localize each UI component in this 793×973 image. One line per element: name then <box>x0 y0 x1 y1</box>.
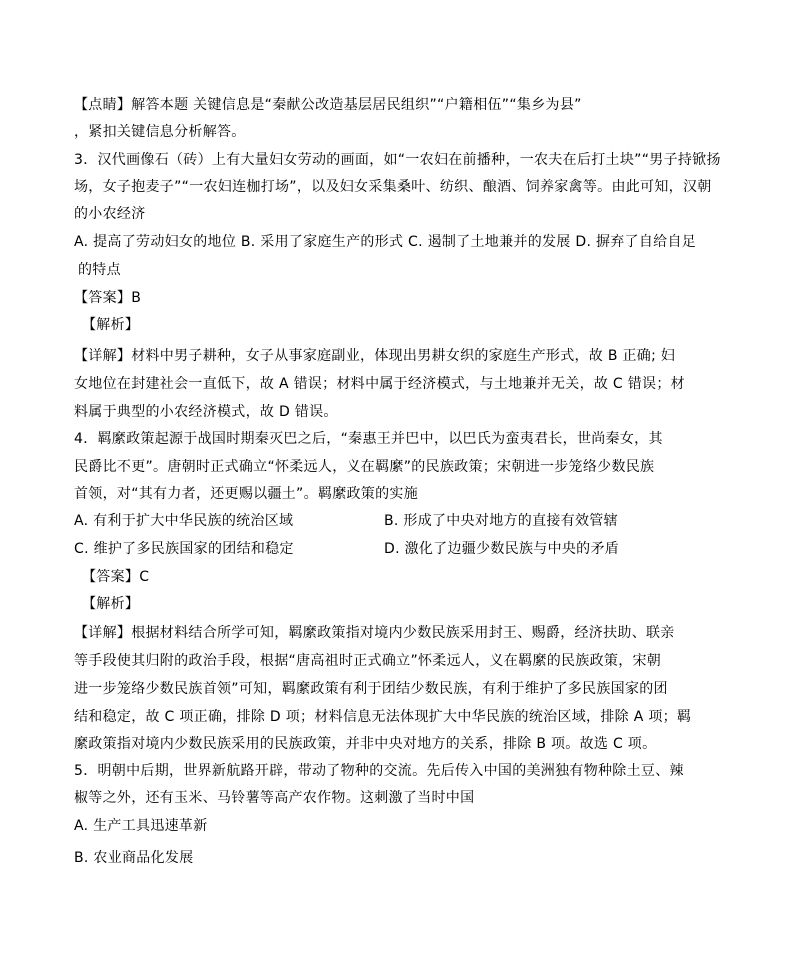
question-5-stem-2: 椒等之外，还有玉米、马铃薯等高产农作物。这刺激了当时中国 <box>74 790 475 806</box>
tip-line-1: 【点睛】解答本题 关键信息是“秦献公改造基层居民组织”“户籍相伍”“集乡为县” <box>74 97 582 113</box>
detail-3-line-3: 料属于典型的小农经济模式，故 D 错误。 <box>74 404 338 420</box>
question-3-options: A. 提高了劳动妇女的地位 B. 采用了家庭生产的形式 C. 遏制了土地兼并的发展 D. 摒弃了自给自足 <box>74 234 697 250</box>
question-3-stem-2: 场，女子抱麦子”“一农妇连枷打场”，以及妇女采集桑叶、纺织、酿酒、饲养家禽等。由此可知，汉朝 <box>74 179 712 195</box>
question-4-stem-3: 首领，对“其有力者，还更赐以疆土”。羁縻政策的实施 <box>74 486 419 502</box>
question-3-stem-1: 3．汉代画像石（砖）上有大量妇女劳动的画面，如“一农妇在前播种，一农夫在后打土块”“男子持锨扬 <box>74 152 721 168</box>
detail-4-line-1: 【详解】根据材料结合所学可知，羁縻政策指对境内少数民族采用封王、赐爵，经济扶助、联亲 <box>74 625 675 641</box>
question-4-option-c: C. 维护了多民族国家的团结和稳定 <box>74 541 294 557</box>
detail-4-line-2: 等手段使其归附的政治手段，根据“唐高祖时正式确立”怀柔远人，义在羁縻的民族政策，宋朝 <box>74 653 662 669</box>
question-3-options-wrap: 的特点 <box>78 262 121 278</box>
question-5-stem-1: 5．明朝中后期，世界新航路开辟，带动了物种的交流。先后传入中国的美洲独有物种除土豆、辣 <box>74 763 684 779</box>
detail-3-line-1: 【详解】材料中男子耕种，女子从事家庭副业，体现出男耕女织的家庭生产形式，故 B 正确; 妇 <box>74 348 676 364</box>
question-3-stem-3: 的小农经济 <box>74 206 146 222</box>
answer-label-3: 【答案】B <box>74 290 142 306</box>
detail-4-line-4: 结和稳定，故 C 项正确，排除 D 项；材料信息无法体现扩大中华民族的统治区域，排除 A 项；羁 <box>74 709 692 725</box>
detail-4-line-5: 縻政策指对境内少数民族采用的民族政策，并非中央对地方的关系，排除 B 项。故选 C 项。 <box>74 736 657 752</box>
question-4-stem-2: 民爵比不更”。唐朝时正式确立“怀柔远人，义在羁縻”的民族政策；宋朝进一步笼络少数民族 <box>74 459 655 475</box>
question-4-option-a: A. 有利于扩大中华民族的统治区域 <box>74 513 294 529</box>
detail-3-line-2: 女地位在封建社会一直低下，故 A 错误；材料中属于经济模式，与土地兼并无关，故 C 错误；材 <box>74 376 685 392</box>
question-5-option-b: B. 农业商品化发展 <box>74 850 194 866</box>
tip-line-2: ，紧扣关键信息分析解答。 <box>74 124 246 140</box>
question-4-option-d: D. 激化了边疆少数民族与中央的矛盾 <box>384 541 620 557</box>
question-4-stem-1: 4．羁縻政策起源于战国时期秦灭巴之后，“秦惠王并巴中，以巴氏为蛮夷君长，世尚秦女，其 <box>74 431 663 447</box>
answer-label-4: 【答案】C <box>82 569 150 585</box>
detail-4-line-3: 进一步笼络少数民族首领”可知，羁縻政策有利于团结少数民族，有利于维护了多民族国家的团 <box>74 681 668 697</box>
analysis-label-3: 【解析】 <box>82 317 140 333</box>
analysis-label-4: 【解析】 <box>82 596 140 612</box>
question-4-option-b: B. 形成了中央对地方的直接有效管辖 <box>384 513 618 529</box>
question-5-option-a: A. 生产工具迅速革新 <box>74 818 208 834</box>
